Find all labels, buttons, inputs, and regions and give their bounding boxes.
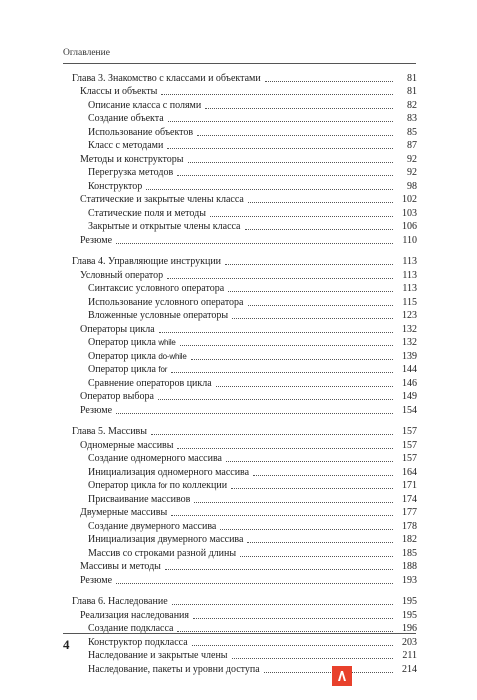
dot-leader	[159, 332, 393, 333]
toc-entry-title: Наследование, пакеты и уровни доступа	[88, 663, 260, 675]
toc-page-number: 171	[402, 480, 417, 491]
toc-entry-title: Статические поля и методы	[88, 207, 206, 219]
dot-leader	[226, 461, 393, 462]
code-keyword: do-while	[158, 351, 187, 361]
toc-entry-title: Конструктор	[88, 180, 143, 192]
toc-entry-title: Наследование и закрытые члены	[88, 650, 228, 661]
dot-leader	[228, 291, 393, 292]
dot-leader	[232, 658, 393, 659]
toc-entry-title: Инициализация одномерного массива	[88, 466, 250, 478]
toc-page-number: 113	[402, 269, 417, 281]
toc-page-number: 157	[402, 439, 417, 451]
dot-leader	[232, 318, 393, 319]
toc-subsection-entry[interactable]	[72, 363, 417, 377]
toc-section-entry[interactable]	[72, 85, 417, 99]
toc-entry-title: Конструктор подкласса	[88, 636, 188, 648]
toc-chapter[interactable]	[72, 425, 417, 439]
toc-page-number: 174	[402, 493, 417, 505]
toc-entry-title: Оператор цикла do-while	[88, 350, 187, 362]
dot-leader	[167, 278, 393, 279]
toc-page-number: 149	[402, 391, 417, 402]
toc-entry-title: Глава 4. Управляющие инструкции	[72, 256, 222, 267]
dot-leader	[151, 434, 393, 435]
toc-page-number: 139	[402, 350, 417, 362]
toc-page-number: 164	[402, 466, 417, 478]
dot-leader	[240, 556, 393, 557]
toc-entry-title: Закрытые и открытые члены класса	[88, 221, 241, 232]
toc-entry-title: Создание двумерного массива	[88, 520, 217, 532]
toc-section	[72, 71, 417, 247]
dot-leader	[171, 372, 393, 373]
toc-page-number: 196	[402, 623, 417, 634]
toc-subsection-entry[interactable]	[72, 519, 417, 533]
toc-page-number: 98	[407, 180, 417, 192]
toc-page-number: 211	[402, 650, 417, 661]
toc-subsection-entry[interactable]	[72, 546, 417, 560]
toc-page-number: 110	[402, 234, 417, 246]
dot-leader	[188, 162, 394, 163]
toc-entry-title: Оператор цикла for	[88, 364, 168, 375]
toc-subsection-entry[interactable]	[72, 98, 417, 112]
toc-subsection-entry[interactable]	[72, 295, 417, 309]
toc-page-number: 144	[402, 364, 417, 375]
toc-subsection-entry[interactable]	[72, 492, 417, 506]
toc-page-number: 157	[402, 453, 417, 464]
dot-leader	[210, 216, 393, 217]
toc-page-number: 115	[402, 296, 417, 308]
dot-leader	[171, 515, 393, 516]
dot-leader	[248, 305, 394, 306]
dot-leader	[177, 175, 393, 176]
toc-page-number: 103	[402, 207, 417, 219]
toc-page-number: 195	[402, 596, 417, 607]
toc-entry-title: Оператор цикла while	[88, 337, 176, 348]
toc-chapter[interactable]	[72, 71, 417, 85]
toc-page-number: 154	[402, 404, 417, 416]
dot-leader	[205, 108, 393, 109]
toc-subsection-entry[interactable]	[72, 336, 417, 350]
toc-section-entry[interactable]	[72, 390, 417, 404]
toc-entry-title: Перегрузка методов	[88, 167, 174, 178]
dot-leader	[197, 135, 393, 136]
footer-rule	[63, 633, 416, 634]
toc-section	[72, 595, 417, 676]
dot-leader	[165, 569, 393, 570]
toc-entry-title: Реализация наследования	[80, 609, 189, 621]
toc-page-number: 92	[407, 167, 417, 178]
toc-subsection-entry[interactable]	[72, 465, 417, 479]
toc-subsection-entry[interactable]	[72, 282, 417, 296]
toc-chapter[interactable]	[72, 255, 417, 269]
toc-entry-title: Присваивание массивов	[88, 493, 191, 505]
toc-subsection-entry[interactable]	[72, 125, 417, 139]
toc-subsection-entry[interactable]	[72, 533, 417, 547]
toc-page-number: 146	[402, 377, 417, 389]
toc-entry-title: Операторы цикла	[80, 323, 155, 335]
toc-page-number: 132	[402, 323, 417, 335]
toc-entry-title: Массивы и методы	[80, 561, 161, 572]
toc-entry-title: Инициализация двумерного массива	[88, 534, 244, 545]
toc-entry-title: Резюме	[80, 574, 113, 586]
dot-leader	[167, 148, 393, 149]
dot-leader	[265, 81, 393, 82]
toc-subsection-entry[interactable]	[72, 206, 417, 220]
toc-subsection-entry[interactable]	[72, 649, 417, 663]
toc-page-number: 193	[402, 574, 417, 586]
dot-leader	[225, 264, 393, 265]
toc-page-number: 182	[402, 534, 417, 545]
toc-entry-title: Создание одномерного массива	[88, 453, 222, 464]
dot-leader	[146, 189, 393, 190]
dot-leader	[192, 645, 393, 646]
header-rule	[63, 63, 416, 64]
toc-entry-title: Методы и конструкторы	[80, 153, 184, 165]
toc-entry-title: Двумерные массивы	[80, 507, 168, 518]
toc-subsection-entry[interactable]	[72, 479, 417, 493]
toc-section-entry[interactable]	[72, 608, 417, 622]
toc-entry-title: Сравнение операторов цикла	[88, 377, 212, 389]
toc-page-number: 123	[402, 310, 417, 321]
dot-leader	[193, 618, 393, 619]
toc-entry-title: Глава 5. Массивы	[72, 426, 147, 437]
dot-leader	[158, 399, 393, 400]
toc-section-entry[interactable]	[72, 193, 417, 207]
toc-section-entry[interactable]	[72, 403, 417, 417]
toc-subsection-entry[interactable]	[72, 635, 417, 649]
toc-page-number: 185	[402, 547, 417, 559]
toc-subsection-entry[interactable]	[72, 662, 417, 676]
toc-section-entry[interactable]	[72, 560, 417, 574]
toc-page-number: 81	[407, 86, 417, 97]
toc-entry-title: Резюме	[80, 404, 113, 416]
toc-entry-title: Синтаксис условного оператора	[88, 283, 225, 294]
dot-leader	[168, 121, 393, 122]
toc-page-number: 87	[407, 140, 417, 151]
dot-leader	[247, 542, 393, 543]
toc-entry-title: Использование условного оператора	[88, 296, 244, 308]
toc-page-number: 188	[402, 561, 417, 572]
dot-leader	[248, 202, 393, 203]
toc-page-number: 177	[402, 507, 417, 518]
dot-leader	[220, 529, 393, 530]
toc-entry-title: Создание объекта	[88, 113, 164, 124]
dot-leader	[177, 631, 393, 632]
toc-section-entry[interactable]	[72, 438, 417, 452]
dot-leader	[116, 243, 393, 244]
toc-section-entry[interactable]	[72, 322, 417, 336]
dot-leader	[180, 345, 393, 346]
toc-page-number: 92	[407, 153, 417, 165]
dot-leader	[253, 475, 393, 476]
toc-subsection-entry[interactable]	[72, 349, 417, 363]
toc-page-number: 113	[402, 283, 417, 294]
toc-entry-title: Использование объектов	[88, 126, 194, 138]
toc-entry-title: Глава 3. Знакомство с классами и объектами	[72, 72, 261, 84]
dot-leader	[172, 604, 393, 605]
toc-page-number: 85	[407, 126, 417, 138]
toc-entry-title: Оператор выбора	[80, 391, 154, 402]
toc-section-entry[interactable]	[72, 506, 417, 520]
toc-page-number: 178	[402, 520, 417, 532]
toc-subsection-entry[interactable]	[72, 112, 417, 126]
toc-subsection-entry[interactable]	[72, 166, 417, 180]
toc-chapter[interactable]	[72, 595, 417, 609]
dot-leader	[177, 448, 393, 449]
dot-leader	[245, 229, 394, 230]
toc-page-number: 195	[402, 609, 417, 621]
toc-entry-title: Массив со строками разной длины	[88, 547, 237, 559]
toc-entry-title: Описание класса с полями	[88, 99, 202, 111]
toc-entry-title: Вложенные условные операторы	[88, 310, 229, 321]
toc-entry-title: Оператор цикла for по коллекции	[88, 480, 228, 491]
toc-subsection-entry[interactable]	[72, 309, 417, 323]
toc-section	[72, 425, 417, 587]
toc-subsection-entry[interactable]	[72, 220, 417, 234]
page-number: 4	[63, 637, 70, 652]
toc-entry-title: Класс с методами	[88, 140, 164, 151]
toc-page-number: 214	[402, 663, 417, 675]
toc-page-number: 102	[402, 194, 417, 205]
toc-page-number: 132	[402, 337, 417, 348]
toc-page-number: 82	[407, 99, 417, 111]
toc-subsection-entry[interactable]	[72, 179, 417, 193]
toc-page-number: 113	[402, 256, 417, 267]
toc-entry-title: Одномерные массивы	[80, 439, 174, 451]
dot-leader	[264, 672, 393, 673]
toc-page-number: 106	[402, 221, 417, 232]
table-of-contents	[72, 71, 417, 684]
code-keyword: for	[158, 481, 168, 490]
toc-subsection-entry[interactable]	[72, 376, 417, 390]
toc-section	[72, 255, 417, 417]
toc-section-entry[interactable]	[72, 573, 417, 587]
toc-section-entry[interactable]	[72, 233, 417, 247]
dot-leader	[216, 386, 393, 387]
dot-leader	[194, 502, 393, 503]
publisher-logo	[332, 666, 352, 686]
code-keyword: while	[158, 338, 176, 347]
toc-entry-title: Условный оператор	[80, 269, 164, 281]
dot-leader	[191, 359, 393, 360]
toc-page-number: 81	[407, 72, 417, 84]
dot-leader	[231, 488, 393, 489]
code-keyword: for	[158, 365, 168, 374]
toc-entry-title: Глава 6. Наследование	[72, 596, 168, 607]
dot-leader	[116, 583, 393, 584]
toc-page-number: 83	[407, 113, 417, 124]
dot-leader	[116, 413, 393, 414]
toc-subsection-entry[interactable]	[72, 452, 417, 466]
toc-entry-title: Резюме	[80, 234, 113, 246]
running-header: Оглавление	[63, 48, 110, 58]
toc-entry-title: Создание подкласса	[88, 623, 174, 634]
toc-page-number: 203	[402, 636, 417, 648]
toc-page-number: 157	[402, 426, 417, 437]
toc-section-entry[interactable]	[72, 268, 417, 282]
toc-section-entry[interactable]	[72, 152, 417, 166]
toc-entry-title: Классы и объекты	[80, 86, 158, 97]
dot-leader	[161, 94, 393, 95]
toc-entry-title: Статические и закрытые члены класса	[80, 194, 244, 205]
toc-subsection-entry[interactable]	[72, 139, 417, 153]
